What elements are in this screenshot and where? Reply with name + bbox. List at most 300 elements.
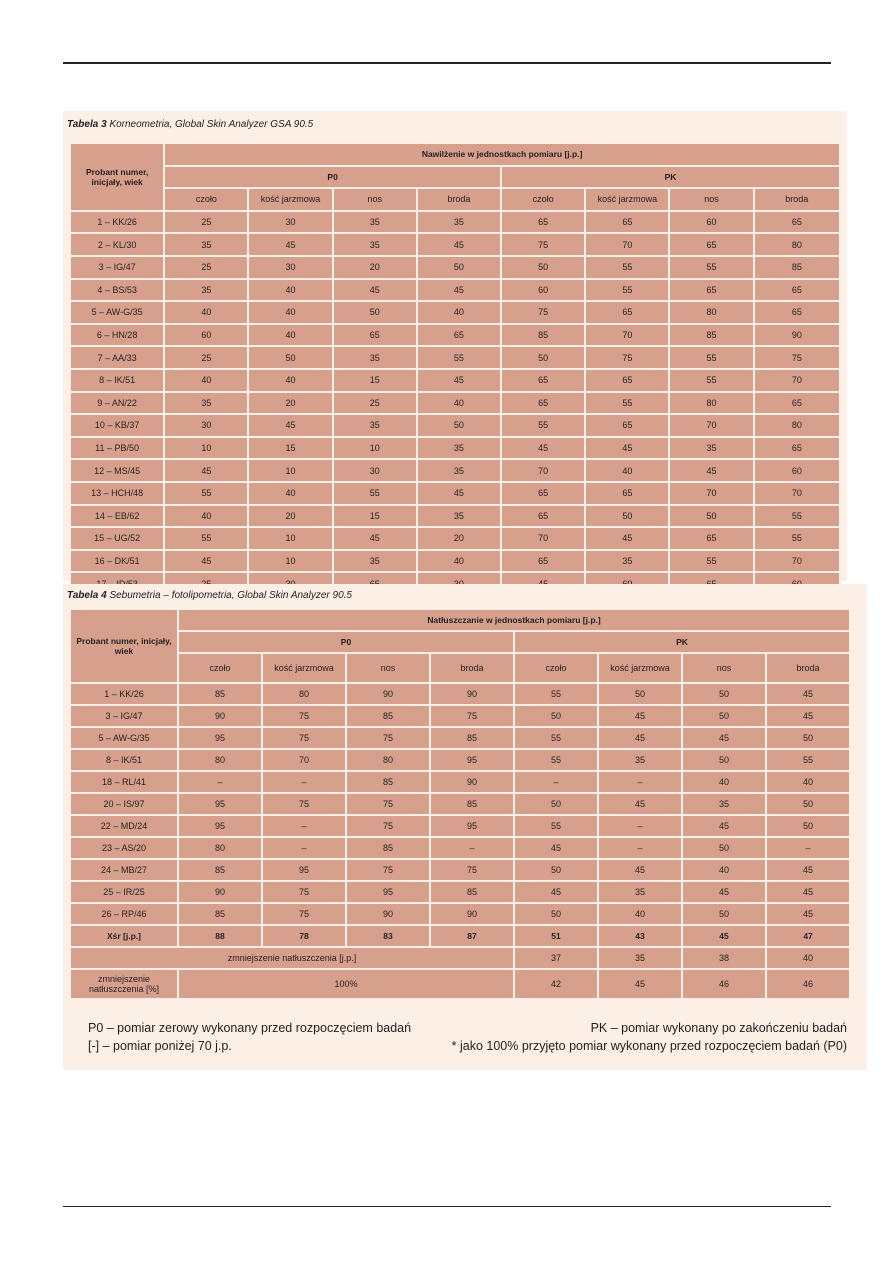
table4-reduction-pct-cell: 46 [766,969,850,999]
table4-reduction-label: zmniejszenie natłuszczenia [j.p.] [70,947,514,969]
data-cell: 40 [164,301,248,324]
data-cell: 35 [333,550,417,573]
table3-column-header: broda [417,188,501,211]
data-cell: 75 [346,859,430,881]
data-cell: 50 [514,793,598,815]
table-row [70,527,840,550]
data-cell: 40 [248,301,332,324]
table4-reduction-pct-cell: 46 [682,969,766,999]
table3-phase-p0: P0 [164,166,501,189]
data-cell: 75 [262,793,346,815]
data-cell: 60 [501,279,585,302]
data-cell: 10 [333,437,417,460]
data-cell: 65 [585,211,669,234]
data-cell: 35 [164,233,248,256]
data-cell: 50 [248,346,332,369]
table4-column-header: broda [430,653,514,683]
data-cell: 80 [754,414,840,437]
data-cell: 45 [682,815,766,837]
data-cell: 65 [501,211,585,234]
data-cell: – [262,771,346,793]
mean-cell: 88 [178,925,262,947]
row-label: 20 – IS/97 [70,793,178,815]
data-cell: 20 [248,392,332,415]
data-cell: 15 [333,369,417,392]
table-row [70,837,850,859]
data-cell: 10 [164,437,248,460]
data-cell: 90 [346,903,430,925]
table4-reduction-cell: 40 [766,947,850,969]
data-cell: 80 [262,683,346,705]
data-cell: 45 [514,837,598,859]
data-cell: 75 [346,727,430,749]
note-p0: P0 – pomiar zerowy wykonany przed rozpoczęciem badań [88,1021,412,1035]
data-cell: 65 [754,437,840,460]
data-cell: 30 [248,256,332,279]
data-cell: 85 [346,837,430,859]
data-cell: 45 [598,705,682,727]
data-cell: 55 [164,527,248,550]
row-label: 8 – IK/51 [70,749,178,771]
data-cell: 65 [669,279,753,302]
table-row [70,505,840,528]
row-label: 2 – KL/30 [70,233,164,256]
data-cell: 60 [164,324,248,347]
data-cell: 75 [430,859,514,881]
data-cell: 45 [598,793,682,815]
table4-column-header: nos [346,653,430,683]
row-label: 8 – IK/51 [70,369,164,392]
mean-cell: 51 [514,925,598,947]
data-cell: 85 [430,727,514,749]
data-cell: 55 [669,346,753,369]
data-cell: 45 [164,550,248,573]
table3-row-header: Probant numer, inicjały, wiek [70,143,164,211]
data-cell: 55 [333,482,417,505]
table4-mean-row [70,925,850,947]
row-label: 22 – MD/24 [70,815,178,837]
data-cell: 65 [585,414,669,437]
data-cell: 85 [178,683,262,705]
table-row [70,324,840,347]
data-cell: 25 [164,346,248,369]
data-cell: 35 [333,414,417,437]
row-label: 5 – AW-G/35 [70,301,164,324]
data-cell: 65 [417,324,501,347]
row-label: 14 – EB/62 [70,505,164,528]
data-cell: 95 [178,727,262,749]
data-cell: 45 [766,881,850,903]
table-row [70,482,840,505]
row-label: 3 – IG/47 [70,705,178,727]
table-row [70,392,840,415]
data-cell: 45 [669,459,753,482]
data-cell: 65 [501,392,585,415]
data-cell: 35 [164,392,248,415]
data-cell: 45 [248,233,332,256]
table3-column-header: nos [669,188,753,211]
data-cell: 50 [333,301,417,324]
data-cell: 65 [754,211,840,234]
data-cell: 50 [417,414,501,437]
data-cell: 35 [164,279,248,302]
data-cell: 75 [262,705,346,727]
table-row [70,211,840,234]
mean-cell: 87 [430,925,514,947]
data-cell: 45 [248,414,332,437]
data-cell: 55 [417,346,501,369]
data-cell: 70 [754,482,840,505]
data-cell: 45 [682,881,766,903]
data-cell: 50 [669,505,753,528]
table4-column-header: czoło [178,653,262,683]
row-label: 11 – PB/50 [70,437,164,460]
table4-column-header: nos [682,653,766,683]
data-cell: 75 [346,815,430,837]
data-cell: 75 [262,727,346,749]
data-cell: 85 [178,859,262,881]
table4-phase-pk: PK [514,631,850,653]
data-cell: 70 [754,369,840,392]
data-cell: 30 [164,414,248,437]
data-cell: 45 [585,527,669,550]
data-cell: 50 [682,749,766,771]
data-cell: 25 [164,211,248,234]
data-cell: 45 [417,482,501,505]
data-cell: 10 [248,550,332,573]
data-cell: 30 [248,211,332,234]
data-cell: 70 [262,749,346,771]
data-cell: 60 [754,459,840,482]
data-cell: 50 [501,346,585,369]
data-cell: 80 [754,233,840,256]
mean-cell: 83 [346,925,430,947]
table3 [69,142,841,596]
table4 [69,608,851,1000]
data-cell: 45 [598,859,682,881]
data-cell: – [766,837,850,859]
data-cell: 45 [417,279,501,302]
data-cell: 40 [417,301,501,324]
table-row [70,256,840,279]
data-cell: 75 [585,346,669,369]
data-cell: 40 [164,505,248,528]
data-cell: 65 [585,369,669,392]
data-cell: 40 [248,369,332,392]
table3-column-header: czoło [501,188,585,211]
row-label: 9 – AN/22 [70,392,164,415]
data-cell: 95 [178,793,262,815]
data-cell: 95 [346,881,430,903]
data-cell: 30 [333,459,417,482]
data-cell: 55 [585,279,669,302]
data-cell: 45 [417,233,501,256]
table4-group-header: Natłuszczanie w jednostkach pomiaru [j.p.] [178,609,850,631]
table3-group-header: Nawilżenie w jednostkach pomiaru [j.p.] [164,143,840,166]
data-cell: 95 [262,859,346,881]
data-cell: 85 [430,881,514,903]
table-row [70,301,840,324]
table-row [70,793,850,815]
data-cell: 90 [430,771,514,793]
table3-column-header: nos [333,188,417,211]
table4-reduction-pct-cell: 45 [598,969,682,999]
data-cell: 85 [754,256,840,279]
data-cell: 50 [682,705,766,727]
table4-caption-text: Sebumetria – fotolipometria, Global Skin Analyzer 90.5 [109,590,352,601]
row-label: 26 – RP/46 [70,903,178,925]
data-cell: 60 [669,211,753,234]
data-cell: 50 [766,815,850,837]
table-row [70,369,840,392]
data-cell: – [262,837,346,859]
data-cell: 40 [164,369,248,392]
data-cell: 50 [585,505,669,528]
data-cell: 40 [682,771,766,793]
data-cell: 95 [178,815,262,837]
data-cell: 45 [333,527,417,550]
data-cell: – [178,771,262,793]
data-cell: 25 [164,256,248,279]
data-cell: 90 [346,683,430,705]
data-cell: – [598,815,682,837]
table3-caption [67,119,313,130]
data-cell: 55 [514,727,598,749]
row-label: 5 – AW-G/35 [70,727,178,749]
data-cell: 85 [430,793,514,815]
data-cell: 75 [346,793,430,815]
table-row [70,550,840,573]
data-cell: 35 [598,881,682,903]
data-cell: 35 [417,459,501,482]
table-row [70,683,850,705]
data-cell: 55 [754,527,840,550]
data-cell: 35 [417,211,501,234]
data-cell: 55 [164,482,248,505]
row-label: 13 – HCH/48 [70,482,164,505]
data-cell: 55 [585,392,669,415]
data-cell: 50 [682,837,766,859]
data-cell: 90 [430,683,514,705]
data-cell: 40 [766,771,850,793]
data-cell: – [598,837,682,859]
table-row [70,414,840,437]
data-cell: 85 [501,324,585,347]
data-cell: 20 [417,527,501,550]
data-cell: 50 [682,683,766,705]
table-row [70,859,850,881]
data-cell: 95 [430,749,514,771]
mean-label: Xśr [j.p.] [70,925,178,947]
table-row [70,815,850,837]
data-cell: 65 [501,550,585,573]
note-pk: PK – pomiar wykonany po zakończeniu badań [590,1021,847,1035]
data-cell: 55 [514,815,598,837]
data-cell: 40 [682,859,766,881]
data-cell: – [430,837,514,859]
data-cell: 50 [766,793,850,815]
table3-column-header: czoło [164,188,248,211]
header-rule [63,62,831,64]
data-cell: 50 [682,903,766,925]
data-cell: 80 [669,301,753,324]
row-label: 24 – MB/27 [70,859,178,881]
data-cell: 55 [669,550,753,573]
data-cell: 55 [766,749,850,771]
data-cell: 90 [754,324,840,347]
data-cell: 85 [178,903,262,925]
data-cell: 65 [669,527,753,550]
data-cell: 55 [669,369,753,392]
table4-caption-label: Tabela 4 [67,590,107,601]
data-cell: 65 [333,324,417,347]
table-row [70,903,850,925]
data-cell: 75 [430,705,514,727]
table-row [70,771,850,793]
mean-cell: 78 [262,925,346,947]
table-row [70,346,840,369]
data-cell: 45 [333,279,417,302]
data-cell: 85 [346,771,430,793]
data-cell: 25 [333,392,417,415]
mean-cell: 45 [682,925,766,947]
data-cell: 15 [248,437,332,460]
data-cell: 55 [754,505,840,528]
row-label: 23 – AS/20 [70,837,178,859]
data-cell: 55 [514,683,598,705]
table4-reduction-pct-cell: 42 [514,969,598,999]
table-row [70,881,850,903]
table3-column-header: kość jarzmowa [248,188,332,211]
data-cell: 40 [248,324,332,347]
data-cell: 55 [669,256,753,279]
data-cell: 50 [598,683,682,705]
data-cell: 75 [754,346,840,369]
data-cell: 75 [501,301,585,324]
data-cell: 75 [262,903,346,925]
row-label: 6 – HN/28 [70,324,164,347]
data-cell: – [598,771,682,793]
table4-caption [67,590,352,601]
data-cell: 35 [598,749,682,771]
data-cell: 45 [585,437,669,460]
data-cell: 55 [501,414,585,437]
row-label: 10 – KB/37 [70,414,164,437]
data-cell: 40 [598,903,682,925]
row-label: 4 – BS/53 [70,279,164,302]
data-cell: 65 [585,301,669,324]
data-cell: 65 [501,369,585,392]
row-label: 18 – RL/41 [70,771,178,793]
data-cell: 50 [514,859,598,881]
data-cell: 35 [333,233,417,256]
data-cell: 65 [585,482,669,505]
data-cell: 65 [754,392,840,415]
table3-column-header: broda [754,188,840,211]
table-row [70,233,840,256]
data-cell: 50 [417,256,501,279]
table4-reduction-cell: 38 [682,947,766,969]
data-cell: 70 [669,414,753,437]
table4-reduction-cell: 37 [514,947,598,969]
data-cell: 95 [430,815,514,837]
table4-column-header: broda [766,653,850,683]
data-cell: 70 [501,527,585,550]
data-cell: 35 [669,437,753,460]
row-label: 25 – IR/25 [70,881,178,903]
data-cell: 35 [417,437,501,460]
row-label: 15 – UG/52 [70,527,164,550]
data-cell: 65 [754,301,840,324]
data-cell: 50 [501,256,585,279]
table4-column-header: kość jarzmowa [598,653,682,683]
table-row [70,459,840,482]
data-cell: 40 [248,279,332,302]
data-cell: 45 [766,859,850,881]
data-cell: 65 [669,233,753,256]
note-minus: [-] – pomiar poniżej 70 j.p. [88,1039,232,1053]
row-label: 12 – MS/45 [70,459,164,482]
data-cell: 70 [585,233,669,256]
data-cell: 40 [248,482,332,505]
table3-phase-pk: PK [501,166,840,189]
data-cell: 80 [178,749,262,771]
data-cell: 40 [417,392,501,415]
table-row [70,727,850,749]
table4-column-header: czoło [514,653,598,683]
data-cell: 40 [585,459,669,482]
data-cell: 45 [598,727,682,749]
row-label: 1 – KK/26 [70,683,178,705]
data-cell: 35 [333,211,417,234]
table3-panel [63,111,847,581]
data-cell: 35 [682,793,766,815]
row-label: 3 – IG/47 [70,256,164,279]
table4-reduction-pct-baseline: 100% [178,969,514,999]
table3-column-header: kość jarzmowa [585,188,669,211]
data-cell: – [514,771,598,793]
mean-cell: 43 [598,925,682,947]
footer-rule [63,1206,831,1207]
data-cell: 40 [417,550,501,573]
data-cell: 50 [514,903,598,925]
table4-reduction-cell: 35 [598,947,682,969]
table-row [70,749,850,771]
data-cell: 90 [430,903,514,925]
data-cell: 70 [754,550,840,573]
data-cell: 70 [669,482,753,505]
table3-caption-label: Tabela 3 [67,119,107,130]
data-cell: 80 [346,749,430,771]
data-cell: 45 [766,705,850,727]
data-cell: 70 [585,324,669,347]
data-cell: 45 [417,369,501,392]
table4-reduction-pct-label: zmniejszenie natłuszczenia [%] [70,969,178,999]
table4-panel [63,584,867,1070]
table4-row-header: Probant numer, inicjały, wiek [70,609,178,683]
data-cell: 55 [514,749,598,771]
data-cell: 10 [248,459,332,482]
data-cell: 45 [501,437,585,460]
row-label: 7 – AA/33 [70,346,164,369]
data-cell: 45 [766,903,850,925]
data-cell: 15 [333,505,417,528]
data-cell: 35 [585,550,669,573]
data-cell: – [262,815,346,837]
data-cell: 75 [501,233,585,256]
data-cell: 55 [585,256,669,279]
table4-phase-p0: P0 [178,631,514,653]
